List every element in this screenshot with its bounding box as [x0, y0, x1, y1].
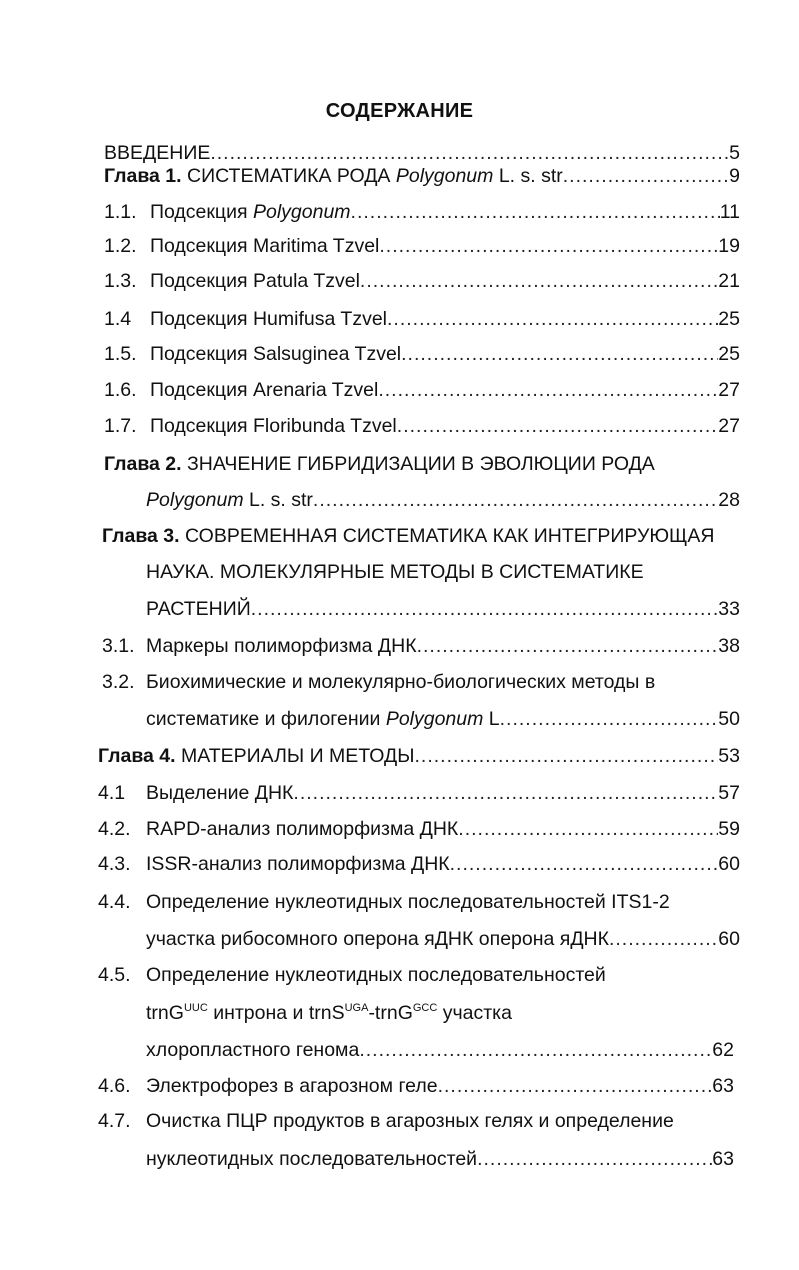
section-number: 4.3.	[98, 853, 131, 875]
section-number: 1.5.	[104, 343, 137, 365]
leader-dots	[360, 269, 718, 293]
toc-entry-text: участка рибосомного оперона яДНК оперона яДНК	[146, 928, 609, 950]
toc-entry-italic: Polygonum	[385, 708, 484, 730]
gene-trnS: интрона и trnS	[207, 1002, 345, 1024]
toc-page-number: 5	[729, 142, 740, 164]
toc-page-number: 33	[718, 598, 740, 620]
leader-dots	[378, 378, 718, 402]
toc-entry-text: СОВРЕМЕННАЯ СИСТЕМАТИКА КАК ИНТЕГРИРУЮЩАЯ	[185, 525, 715, 547]
superscript: GCC	[412, 1002, 438, 1014]
toc-entry-text: Подсекция Salsuginea Tzvel	[150, 343, 402, 365]
leader-dots	[401, 342, 718, 366]
toc-entry-text: ЗНАЧЕНИЕ ГИБРИДИЗАЦИИ В ЭВОЛЮЦИИ РОДА	[187, 453, 655, 475]
toc-page-number: 57	[718, 782, 740, 804]
leader-dots	[609, 927, 718, 951]
toc-page-number: 59	[718, 818, 740, 840]
toc-page-number: 19	[718, 235, 740, 257]
toc-entry-text: МАТЕРИАЛЫ И МЕТОДЫ	[181, 745, 415, 767]
leader-dots	[210, 141, 729, 165]
leader-dots	[351, 200, 720, 224]
toc-entry-4-4[interactable]	[98, 891, 670, 914]
toc-entry-text: ВВЕДЕНИЕ	[104, 142, 211, 164]
gene-trnG-2: -trnG	[368, 1002, 413, 1024]
section-number: 4.6.	[98, 1075, 131, 1097]
section-number: 4.7.	[98, 1110, 131, 1132]
toc-entry-italic: Polygonum	[146, 489, 244, 511]
toc-page-number: 53	[718, 745, 740, 767]
toc-page-number: 25	[718, 308, 740, 330]
leader-dots	[458, 817, 718, 841]
chapter-label: Глава 4.	[98, 745, 176, 767]
toc-entry-4-5-line-2	[146, 1002, 512, 1025]
section-number: 1.3.	[104, 270, 137, 292]
chapter-label: Глава 2.	[104, 453, 182, 475]
toc-entry-text: СИСТЕМАТИКА РОДА	[187, 165, 396, 187]
superscript: UUC	[183, 1002, 208, 1014]
section-number: 1.6.	[104, 379, 137, 401]
toc-entry-text: Очистка ПЦР продуктов в агарозных гелях и определение	[146, 1110, 674, 1132]
toc-page-number: 62	[712, 1039, 734, 1061]
toc-entry-text: нуклеотидных последовательностей	[146, 1148, 478, 1170]
toc-entry-tail: L. s. str	[493, 165, 563, 187]
toc-page-number: 60	[718, 928, 740, 950]
section-number: 4.1	[98, 782, 126, 804]
toc-entry-text: Подсекция Maritima Tzvel	[150, 235, 380, 257]
section-number: 1.4	[104, 308, 132, 330]
toc-entry-text: Определение нуклеотидных последовательностей	[146, 964, 606, 986]
toc-entry-text: Определение нуклеотидных последовательностей ITS1-2	[146, 891, 670, 913]
page-title: СОДЕРЖАНИЕ	[325, 100, 474, 122]
toc-page-number: 28	[718, 489, 740, 511]
toc-page-number: 27	[718, 379, 740, 401]
toc-page-number: 60	[718, 853, 740, 875]
superscript: UGA	[344, 1002, 369, 1014]
toc-entry-text: участка	[437, 1002, 512, 1024]
leader-dots	[387, 307, 718, 331]
toc-page-number: 11	[719, 201, 740, 223]
toc-page-number: 21	[718, 270, 740, 292]
toc-entry-text: НАУКА. МОЛЕКУЛЯРНЫЕ МЕТОДЫ В СИСТЕМАТИКЕ	[146, 561, 644, 583]
toc-page-number: 38	[718, 635, 740, 657]
toc-page-number: 9	[729, 165, 740, 187]
toc-entry-text: Выделение ДНК	[146, 782, 294, 804]
section-number: 4.2.	[98, 818, 131, 840]
toc-entry-text: Подсекция Humifusa Tzvel	[150, 308, 387, 330]
leader-dots	[500, 707, 719, 731]
toc-entry-italic: Polygonum	[252, 201, 351, 223]
toc-entry-chapter-2[interactable]	[104, 453, 655, 476]
toc-entry-3-2[interactable]	[102, 671, 656, 694]
section-number: 1.1.	[104, 201, 137, 223]
toc-entry-chapter-3[interactable]	[102, 525, 714, 548]
toc-entry-4-5[interactable]	[98, 964, 606, 987]
leader-dots	[438, 1074, 713, 1098]
section-number: 4.4.	[98, 891, 131, 913]
chapter-label: Глава 1.	[104, 165, 182, 187]
toc-entry-text: Биохимические и молекулярно-биологических методы в	[146, 671, 656, 693]
gene-trnG: trnG	[146, 1002, 184, 1024]
toc-entry-text: Маркеры полиморфизма ДНК	[146, 635, 417, 657]
leader-dots	[397, 414, 719, 438]
leader-dots	[251, 597, 719, 621]
toc-page-number: 25	[718, 343, 740, 365]
toc-entry-tail: L	[483, 708, 500, 730]
toc-entry-text: Подсекция Patula Tzvel	[150, 270, 360, 292]
leader-dots	[379, 234, 718, 258]
toc-entry-text: Подсекция	[150, 201, 253, 223]
leader-dots	[359, 1038, 712, 1062]
chapter-label: Глава 3.	[102, 525, 180, 547]
leader-dots	[293, 781, 718, 805]
toc-entry-text: хлоропластного генома	[146, 1039, 360, 1061]
toc-entry-italic: Polygonum	[395, 165, 494, 187]
section-number: 1.7.	[104, 415, 137, 437]
section-number: 4.5.	[98, 964, 131, 986]
section-number: 1.2.	[104, 235, 137, 257]
leader-dots	[450, 852, 719, 876]
toc-entry-4-7[interactable]	[98, 1110, 674, 1133]
toc-entry-tail: L. s. str	[243, 489, 313, 511]
leader-dots	[417, 634, 719, 658]
toc-page-number: 50	[718, 708, 740, 730]
toc-entry-text: RAPD-анализ полиморфизма ДНК	[146, 818, 459, 840]
section-number: 3.1.	[102, 635, 135, 657]
toc-entry-chapter-3-line-2	[146, 561, 644, 584]
toc-page-number: 63	[712, 1148, 734, 1170]
toc-entry-text: Электрофорез в агарозном геле	[146, 1075, 438, 1097]
leader-dots	[477, 1147, 712, 1171]
leader-dots	[313, 488, 718, 512]
section-number: 3.2.	[102, 671, 135, 693]
toc-page-number: 27	[718, 415, 740, 437]
leader-dots	[415, 744, 719, 768]
toc-entry-text: РАСТЕНИЙ	[146, 598, 251, 620]
toc-entry-text: ISSR-анализ полиморфизма ДНК	[146, 853, 450, 875]
toc-page-number: 63	[712, 1075, 734, 1097]
toc-entry-text: Подсекция Floribunda Tzvel	[150, 415, 397, 437]
leader-dots	[563, 164, 729, 188]
toc-entry-text: систематике и филогении	[146, 708, 386, 730]
toc-entry-text: Подсекция Arenaria Tzvel	[150, 379, 379, 401]
